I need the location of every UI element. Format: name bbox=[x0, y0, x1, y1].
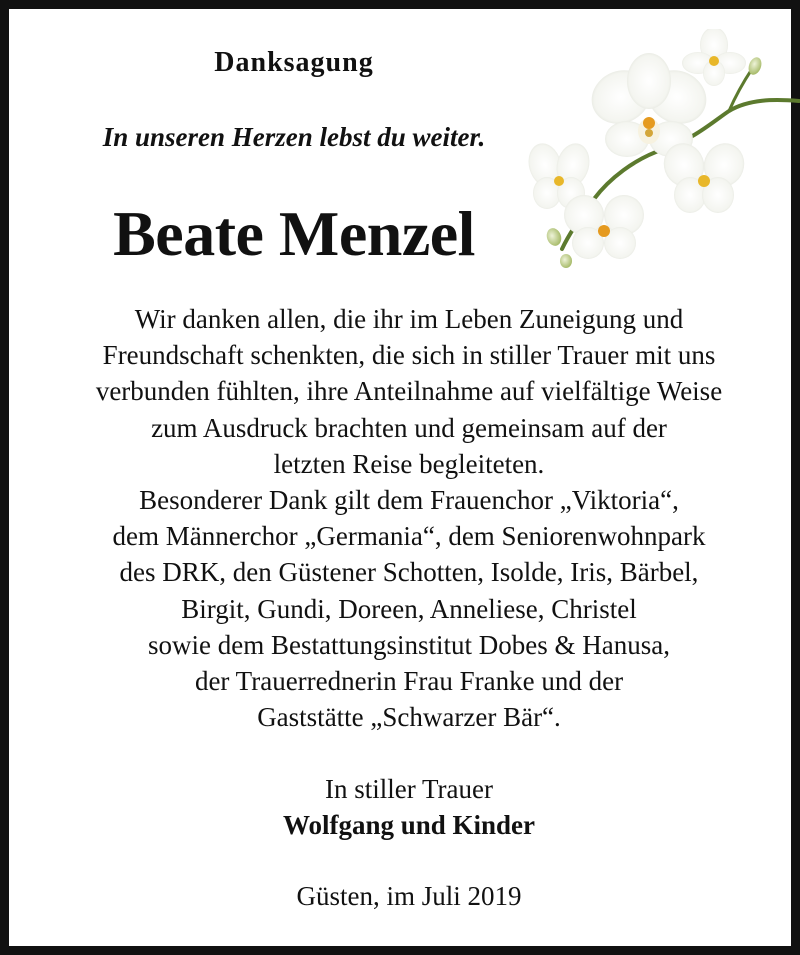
thanks-line: zum Ausdruck brachten und gemeinsam auf der bbox=[151, 412, 667, 443]
closing-intro: In stiller Trauer bbox=[325, 774, 493, 804]
signers: Wolfgang und Kinder bbox=[282, 810, 536, 840]
place-date: Güsten, im Juli 2019 bbox=[296, 881, 522, 911]
notice-heading: Danksagung bbox=[214, 47, 374, 78]
thanks-line: sowie dem Bestattungsinstitut Dobes & Hanusa, bbox=[148, 629, 670, 660]
thanks-line: Gaststätte „Schwarzer Bär“. bbox=[257, 702, 561, 733]
thanks-line: Freundschaft schenkten, die sich in stiller Trauer mit uns bbox=[102, 340, 716, 371]
thanks-line: letzten Reise begleiteten. bbox=[273, 448, 545, 479]
deceased-name: Beate Menzel bbox=[113, 198, 475, 269]
white-orchid-icon bbox=[524, 29, 800, 274]
thanks-line: dem Männerchor „Germania“, dem Seniorenwohnpark bbox=[112, 521, 706, 552]
thanks-line: der Trauerrednerin Frau Franke und der bbox=[194, 666, 624, 697]
thanks-line: verbunden fühlten, ihre Anteilnahme auf vielfältige Weise bbox=[95, 376, 723, 407]
notice-motto: In unseren Herzen lebst du weiter. bbox=[102, 122, 486, 152]
thanks-line: Besonderer Dank gilt dem Frauenchor „Viktoria“, bbox=[139, 485, 679, 516]
thanks-line: des DRK, den Güstener Schotten, Isolde, Iris, Bärbel, bbox=[119, 557, 699, 588]
closing-block bbox=[109, 771, 709, 843]
thanks-line: Wir danken allen, die ihr im Leben Zuneigung und bbox=[134, 304, 684, 334]
thanks-line: Birgit, Gundi, Doreen, Anneliese, Christel bbox=[181, 593, 637, 624]
thanks-text bbox=[29, 301, 789, 735]
